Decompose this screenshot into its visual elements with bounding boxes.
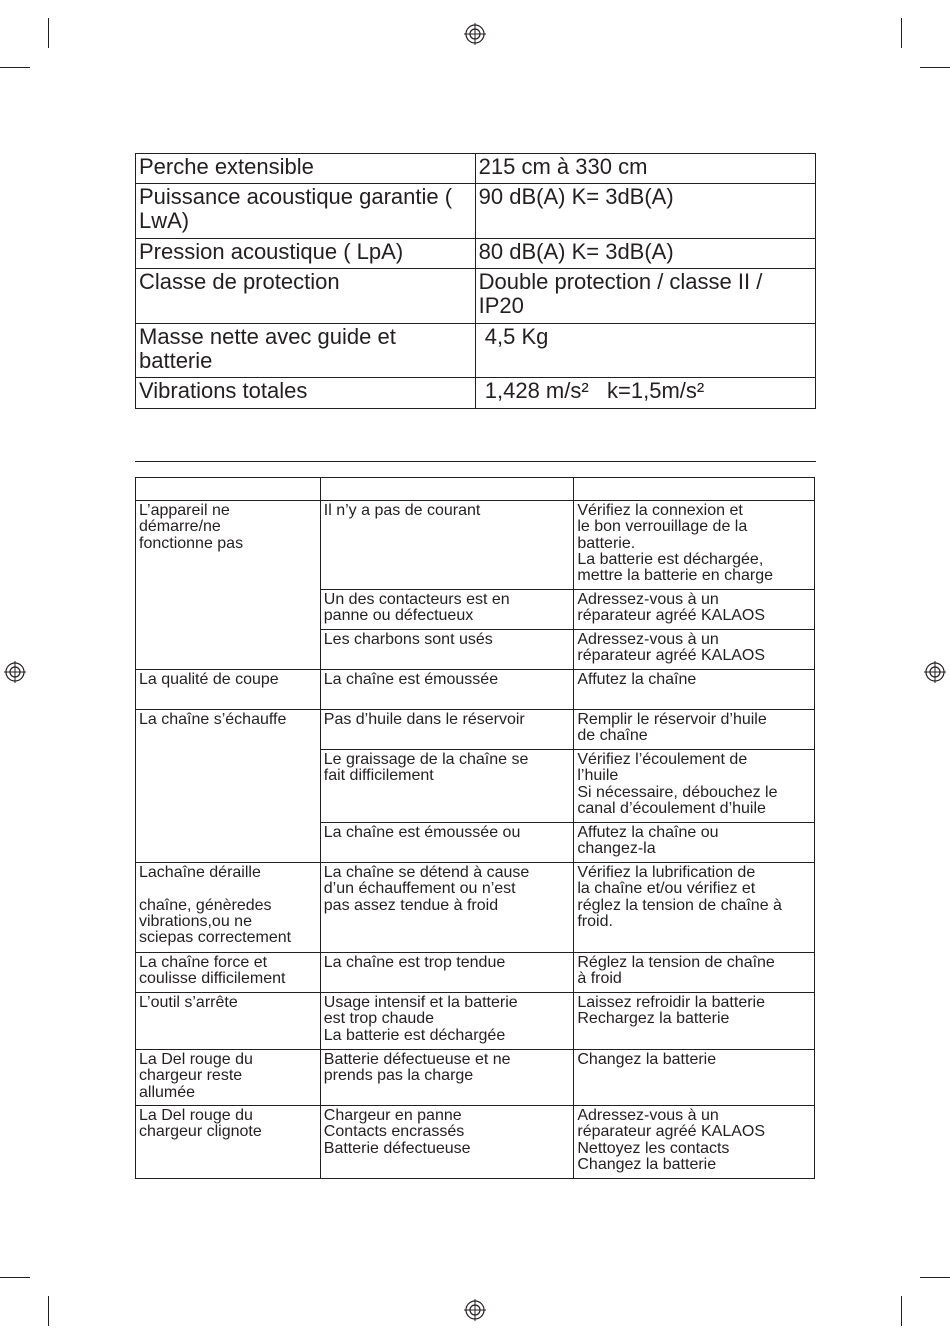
cause-cell: La chaîne se détend à cause d’un échauffement ou n’est pas assez tendue à froid xyxy=(320,863,574,953)
solution-cell: Adressez-vous à un réparateur agréé KALAOS xyxy=(574,590,815,630)
solution-cell: Vérifiez la connexion et le bon verrouillage de la batterie. La batterie est déchargée, mettre la batterie en charge xyxy=(574,501,815,590)
registration-mark-icon xyxy=(464,23,486,45)
spec-label: Perche extensible xyxy=(136,154,476,184)
spec-row xyxy=(136,239,816,269)
solution-cell: Adressez-vous à un réparateur agréé KALAOS xyxy=(574,630,815,670)
solution-cell: Affutez la chaîne ou changez-la xyxy=(574,823,815,863)
spec-row xyxy=(136,154,816,184)
crop-mark-bottom-left-h xyxy=(0,1277,30,1278)
problem-cell: Lachaîne déraille chaîne, génèredes vibrations,ou ne sciepas correctement xyxy=(136,863,321,953)
spec-label: Classe de protection xyxy=(136,269,476,324)
spec-row xyxy=(136,324,816,378)
problem-cell: L’appareil ne démarre/ne fonctionne pas xyxy=(136,501,321,670)
cause-cell: Chargeur en panne Contacts encrassés Batterie défectueuse xyxy=(320,1106,574,1179)
cause-cell: Usage intensif et la batterie est trop chaude La batterie est déchargée xyxy=(320,993,574,1050)
crop-mark-top-left-v xyxy=(48,18,49,48)
cause-cell: Un des contacteurs est en panne ou défectueux xyxy=(320,590,574,630)
spec-value: 90 dB(A) K= 3dB(A) xyxy=(475,184,815,239)
solution-cell: Remplir le réservoir d’huile de chaîne xyxy=(574,710,815,750)
spec-value: 80 dB(A) K= 3dB(A) xyxy=(475,239,815,269)
solution-cell: Affutez la chaîne xyxy=(574,670,815,710)
problem-cell: La chaîne force et coulisse difficilement xyxy=(136,953,321,993)
crop-mark-top-right-h xyxy=(920,67,950,68)
spec-row xyxy=(136,184,816,239)
cause-cell: Le graissage de la chaîne se fait difficilement xyxy=(320,750,574,823)
specifications-table xyxy=(135,153,816,409)
solution-cell: Réglez la tension de chaîne à froid xyxy=(574,953,815,993)
spec-label: Vibrations totales xyxy=(136,378,476,409)
solution-cell: Adressez-vous à un réparateur agréé KALAOS Nettoyez les contacts Changez la batterie xyxy=(574,1106,815,1179)
spec-row xyxy=(136,269,816,324)
cause-cell: Pas d’huile dans le réservoir xyxy=(320,710,574,750)
table-header-row xyxy=(136,478,815,501)
solution-cell: Changez la batterie xyxy=(574,1050,815,1106)
problem-cell: La chaîne s’échauffe xyxy=(136,710,321,863)
solution-cell: Vérifiez l’écoulement de l’huile Si nécessaire, débouchez le canal d’écoulement d’huile xyxy=(574,750,815,823)
header-cell xyxy=(320,478,574,501)
spec-value: 1,428 m/s² k=1,5m/s² xyxy=(475,378,815,409)
crop-mark-bottom-right-v xyxy=(901,1296,902,1326)
header-cell xyxy=(574,478,815,501)
section-divider xyxy=(135,461,816,462)
table-row xyxy=(136,1050,815,1106)
problem-cell: La Del rouge du chargeur reste allumée xyxy=(136,1050,321,1106)
crop-mark-bottom-right-h xyxy=(920,1277,950,1278)
spec-value: 4,5 Kg xyxy=(475,324,815,378)
solution-cell: Vérifiez la lubrification de la chaîne et/ou vérifiez et réglez la tension de chaîne à froid. xyxy=(574,863,815,953)
problem-cell: La Del rouge du chargeur clignote xyxy=(136,1106,321,1179)
cause-cell: La chaîne est émoussée xyxy=(320,670,574,710)
table-row xyxy=(136,501,815,590)
registration-mark-icon xyxy=(924,661,946,683)
registration-mark-icon xyxy=(4,661,26,683)
spec-value: 215 cm à 330 cm xyxy=(475,154,815,184)
table-row xyxy=(136,953,815,993)
table-row xyxy=(136,863,815,953)
spec-label: Masse nette avec guide et batterie xyxy=(136,324,476,378)
problem-cell: L’outil s’arrête xyxy=(136,993,321,1050)
spec-row xyxy=(136,378,816,409)
cause-cell: La chaîne est émoussée ou xyxy=(320,823,574,863)
troubleshooting-table xyxy=(135,477,815,1179)
cause-cell: La chaîne est trop tendue xyxy=(320,953,574,993)
crop-mark-bottom-left-v xyxy=(48,1296,49,1326)
header-cell xyxy=(136,478,321,501)
table-row xyxy=(136,993,815,1050)
cause-cell: Il n’y a pas de courant xyxy=(320,501,574,590)
spec-label: Pression acoustique ( LpA) xyxy=(136,239,476,269)
cause-cell: Batterie défectueuse et ne prends pas la charge xyxy=(320,1050,574,1106)
problem-cell: La qualité de coupe xyxy=(136,670,321,710)
crop-mark-top-left-h xyxy=(0,67,30,68)
table-row xyxy=(136,670,815,710)
cause-cell: Les charbons sont usés xyxy=(320,630,574,670)
table-row xyxy=(136,710,815,750)
spec-label: Puissance acoustique garantie ( LwA) xyxy=(136,184,476,239)
registration-mark-icon xyxy=(464,1299,486,1321)
solution-cell: Laissez refroidir la batterie Rechargez la batterie xyxy=(574,993,815,1050)
table-row xyxy=(136,1106,815,1179)
crop-mark-top-right-v xyxy=(901,18,902,48)
spec-value: Double protection / classe II / IP20 xyxy=(475,269,815,324)
